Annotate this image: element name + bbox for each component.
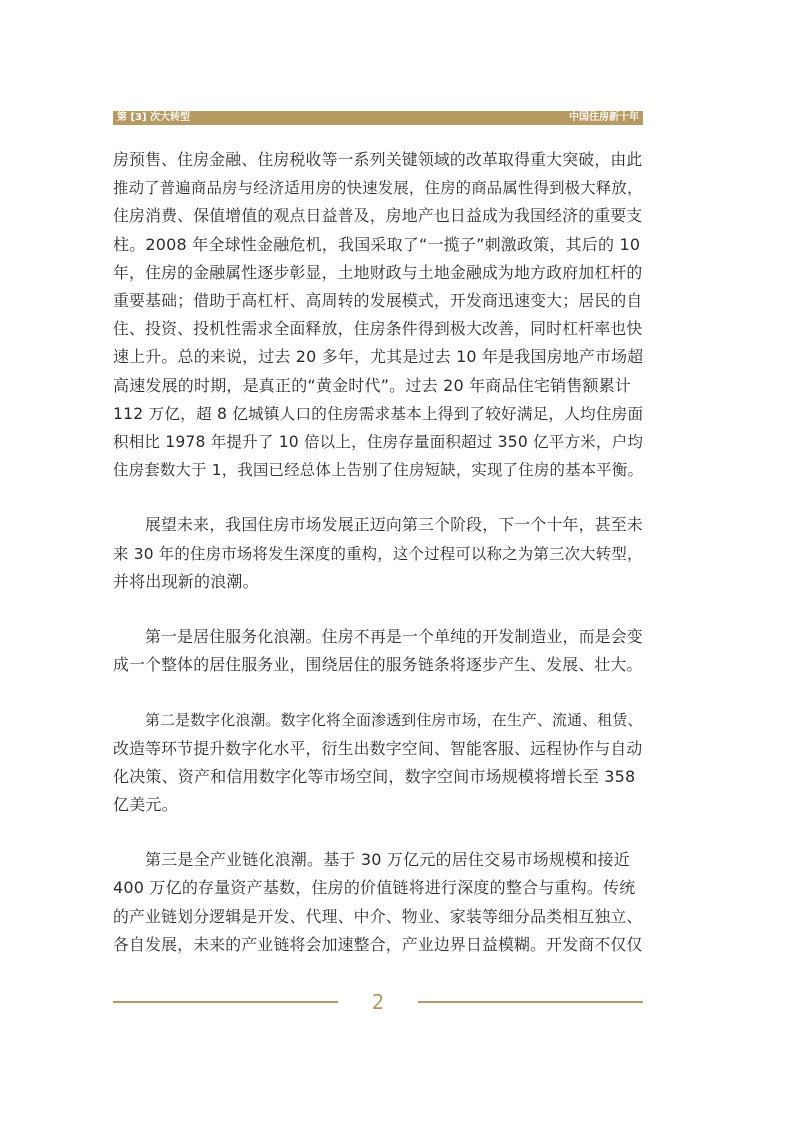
text-line: 速上升。总的来说，过去 20 多年，尤其是过去 10 年是我国房地产市场超 [113, 347, 644, 367]
text-line: 积相比 1978 年提升了 10 倍以上，住房存量面积超过 350 亿平方米，户均 [113, 433, 644, 452]
text-line: 400 万亿的存量资产基数，住房的价值链将进行深度的整合与重构。传统 [113, 878, 636, 898]
text-line: 房预售、住房金融、住房税收等一系列关键领域的改革取得重大突破，由此 [113, 150, 643, 169]
text-line: 柱。2008 年全球性金融危机，我国采取了“一揽子”刺激政策，其后的 10 [113, 234, 641, 254]
text-line: 住、投资、投机性需求全面释放，住房条件得到极大改善，同时杠杆率也快 [113, 319, 643, 339]
text-line: 亿美元。 [113, 795, 178, 815]
text-line: 并将出现新的浪潮。 [113, 571, 259, 591]
text-line: 化决策、资产和信用数字化等市场空间，数字空间市场规模将增长至 358 [113, 766, 636, 786]
text-line: 高速发展的时期，是真正的“黄金时代”。过去 20 年商品住宅销售额累计 [113, 375, 632, 395]
text-line: 第二是数字化浪潮。数字化将全面渗透到住房市场，在生产、流通、租赁、 [145, 711, 643, 730]
text-line: 成一个整体的居住服务业，围绕居住的服务链条将逐步产生、发展、壮大。 [113, 655, 643, 675]
text-line: 的产业链划分逻辑是开发、代理、中介、物业、家装等细分品类相互独立、 [113, 906, 643, 926]
paragraph-gap [113, 596, 643, 623]
running-header [113, 111, 643, 125]
body-text [113, 146, 643, 959]
paragraph [113, 706, 643, 819]
page-footer [113, 988, 643, 1016]
text-line: 112 万亿，超 8 亿城镇人口的住房需求基本上得到了较好满足，人均住房面 [113, 404, 644, 423]
paragraph-gap [113, 484, 643, 511]
text-line: 年，住房的金融属性逐步彰显，土地财政与土地金融成为地方政府加杠杆的 [113, 262, 643, 282]
text-line: 展望未来，我国住房市场发展正迈向第三个阶段，下一个十年，甚至未 [145, 515, 643, 535]
text-line: 第三是全产业链化浪潮。基于 30 万亿元的居住交易市场规模和接近 [145, 850, 630, 870]
text-line: 各自发展，未来的产业链将会加速整合，产业边界日益模糊。开发商不仅仅 [113, 934, 643, 954]
text-line: 住房消费、保值增值的观点日益普及，房地产也日益成为我国经济的重要支 [113, 206, 643, 226]
text-line: 改造等环节提升数字化水平，衍生出数字空间、智能客服、远程协作与自动 [113, 738, 643, 758]
header-book-title: 中国住房新十年 [569, 112, 639, 123]
footer-rule-right [418, 1001, 643, 1003]
text-line: 来 30 年的住房市场将发生深度的重构，这个过程可以称之为第三次大转型， [113, 544, 643, 563]
paragraph-gap [113, 679, 643, 706]
paragraph [113, 623, 643, 679]
text-line: 住房套数大于 1，我国已经总体上告别了住房短缺，实现了住房的基本平衡。 [113, 461, 644, 480]
text-line: 重要基础；借助于高杠杆、高周转的发展模式，开发商迅速变大；居民的自 [113, 291, 643, 311]
header-chapter-label: 第 [3] 次大转型 [117, 112, 191, 123]
paragraph [113, 511, 643, 596]
paragraph-gap [113, 819, 643, 846]
page-number: 2 [371, 990, 385, 1014]
text-line: 推动了普遍商品房与经济适用房的快速发展，住房的商品属性得到极大释放， [113, 179, 643, 198]
paragraph [113, 146, 643, 484]
paragraph [113, 846, 643, 959]
footer-rule-left [113, 1001, 338, 1003]
text-line: 第一是居住服务化浪潮。住房不再是一个单纯的开发制造业，而是会变 [145, 627, 643, 647]
